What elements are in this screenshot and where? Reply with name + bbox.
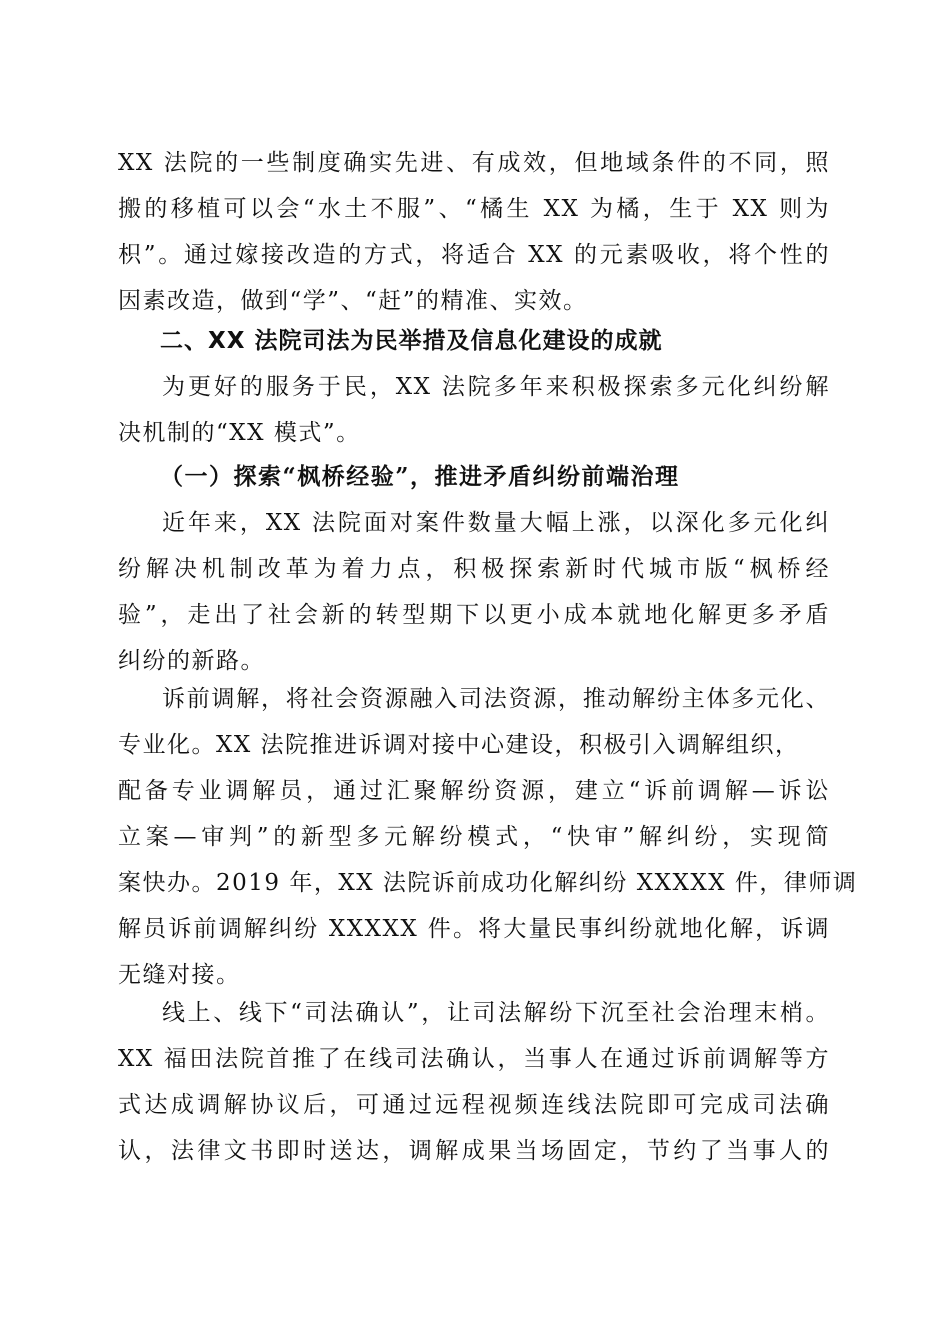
paragraph-5-line-1: 线上、线下“司法确认”，让司法解纷下沉至社会治理末梢。 (162, 1000, 830, 1026)
subsection-heading-text: （一）探索“枫桥经验”，推进矛盾纠纷前端治理 (160, 463, 680, 490)
paragraph-4-line-7: 无缝对接。 (118, 962, 241, 988)
paragraph-4-line-1: 诉前调解，将社会资源融入司法资源，推动解纷主体多元化、 (162, 686, 830, 712)
paragraph-3-line-4: 纠纷的新路。 (118, 648, 265, 674)
paragraph-5-line-4: 认，法律文书即时送达，调解成果当场固定，节约了当事人的 (118, 1138, 830, 1164)
paragraph-2-line-1: 为更好的服务于民，XX 法院多年来积极探索多元化纠纷解 (162, 374, 830, 400)
paragraph-1-line-4: 因素改造，做到“学”、“赶”的精准、实效。 (118, 288, 588, 314)
paragraph-1-line-3: 枳”。通过嫁接改造的方式，将适合 XX 的元素吸收，将个性的 (118, 242, 830, 268)
paragraph-2 (118, 364, 830, 456)
section-heading-text: 二、XX 法院司法为民举措及信息化建设的成就 (160, 328, 663, 354)
paragraph-4 (118, 676, 858, 998)
paragraph-5-line-2: XX 福田法院首推了在线司法确认，当事人在通过诉前调解等方 (118, 1046, 830, 1072)
paragraph-1 (118, 140, 830, 324)
paragraph-4-line-5: 案快办。2019 年，XX 法院诉前成功化解纠纷 XXXXX 件，律师调 (118, 870, 858, 896)
paragraph-5 (118, 990, 830, 1174)
paragraph-3-line-2: 纷解决机制改革为着力点，积极探索新时代城市版“枫桥经 (118, 556, 830, 582)
paragraph-4-line-6: 解员诉前调解纠纷 XXXXX 件。将大量民事纠纷就地化解，诉调 (118, 916, 830, 942)
paragraph-3-line-3: 验”，走出了社会新的转型期下以更小成本就地化解更多矛盾 (118, 602, 830, 628)
subsection-heading (160, 454, 780, 500)
paragraph-1-line-2: 搬的移植可以会“水土不服”、“橘生 XX 为橘，生于 XX 则为 (118, 196, 830, 222)
paragraph-2-line-2: 决机制的“XX 模式”。 (118, 420, 361, 446)
paragraph-1-line-1: XX 法院的一些制度确实先进、有成效，但地域条件的不同，照 (118, 150, 830, 176)
paragraph-4-line-4: 立案—审判”的新型多元解纷模式，“快审”解纠纷，实现简 (118, 824, 830, 850)
paragraph-3-line-1: 近年来，XX 法院面对案件数量大幅上涨，以深化多元化纠 (162, 510, 830, 536)
paragraph-3 (118, 500, 830, 684)
paragraph-4-line-2: 专业化。XX 法院推进诉调对接中心建设，积极引入调解组织， (118, 732, 800, 758)
paragraph-4-line-3: 配备专业调解员，通过汇聚解纷资源，建立“诉前调解—诉讼 (118, 778, 830, 804)
section-heading (160, 318, 760, 364)
paragraph-5-line-3: 式达成调解协议后，可通过远程视频连线法院即可完成司法确 (118, 1092, 830, 1118)
